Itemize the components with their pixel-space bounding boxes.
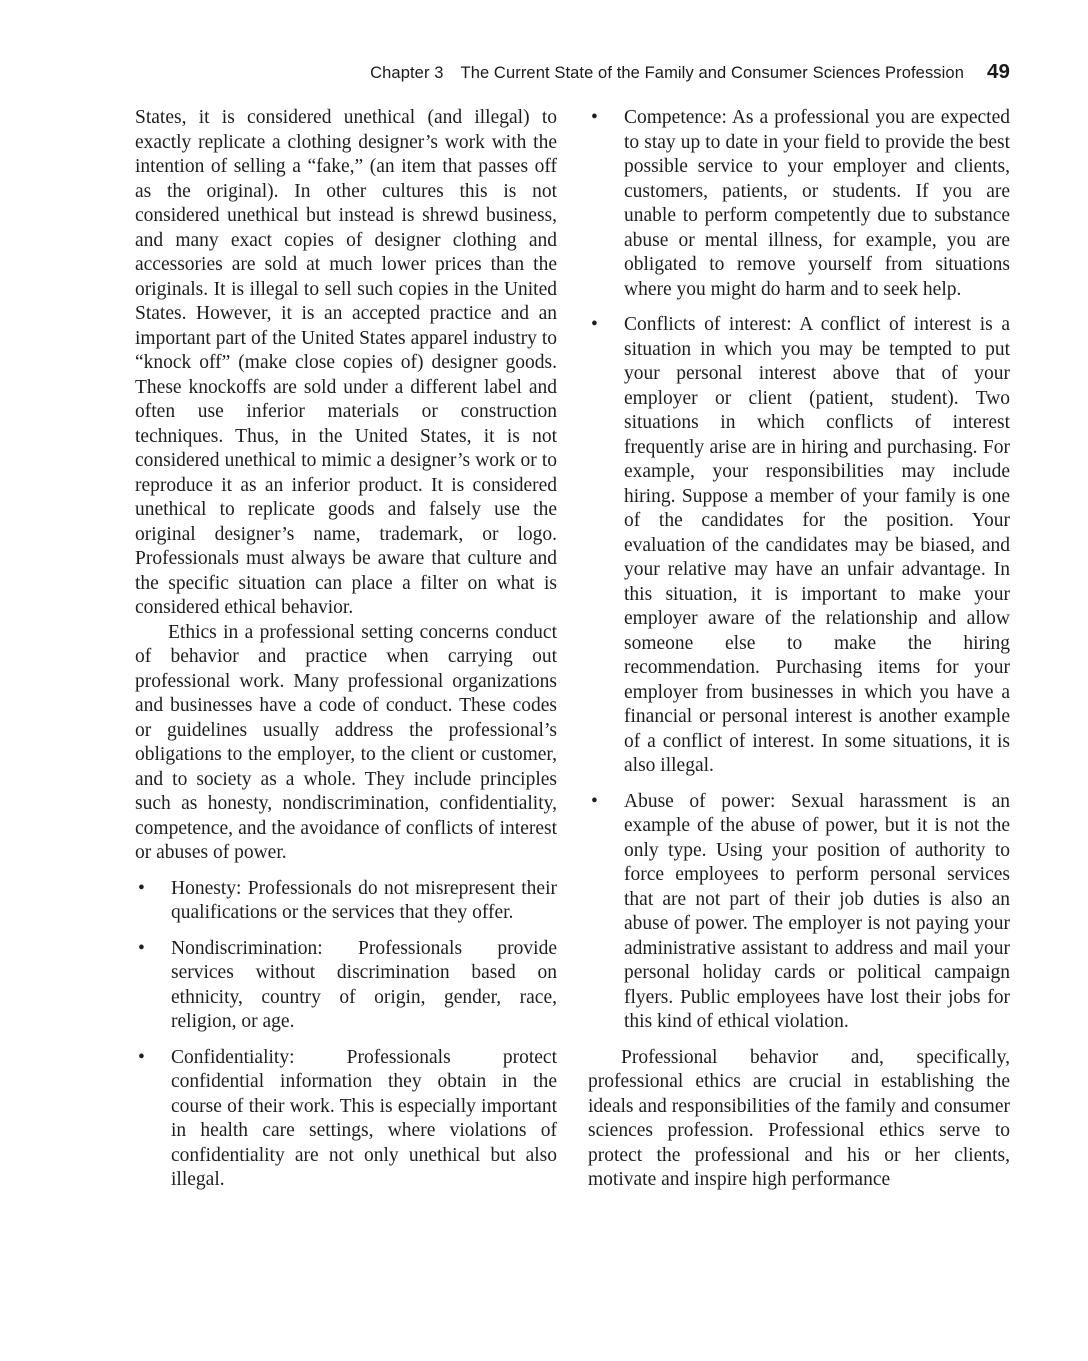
bullet-text: Competence: As a professional you are expected to stay up to date in your field to provide the best possible service to your employer and clients, customers, patients, or students. If you are unable to perform competently due to substance abuse or mental illness, for example, you are obligated to remove yourself from situations where you might do harm and to seek help. xyxy=(624,107,1010,300)
chapter-label: Chapter 3 xyxy=(370,64,444,82)
bullet-icon: • xyxy=(138,877,145,899)
bullet-item-confidentiality xyxy=(135,1046,557,1193)
bullet-text: Nondiscrimination: Professionals provide services without discrimination based on ethnicity, country of origin, gender, race, religion, or age. xyxy=(171,937,557,1032)
bullet-item-competence xyxy=(588,106,1010,302)
paragraph-professional-behavior: Professional behavior and, specifically, professional ethics are crucial in establishing the ideals and responsibilities of the family and consumer sciences profession. Professional ethics serve to protect the professional and his or her clients, motivate and inspire high performance xyxy=(588,1046,1010,1190)
bullet-icon: • xyxy=(591,107,598,128)
bullet-item-honesty xyxy=(135,877,557,926)
bullet-text: Abuse of power: Sexual harassment is an example of the abuse of power, but it is not the only type. Using your position of authority to force employees to perform personal services that are not part of their job duties is also an abuse of power. The employer is not paying your administrative assistant to address and mail your personal holiday cards or political campaign flyers. Public employees have lost their jobs for this kind of ethical violation. xyxy=(624,790,1010,1032)
two-column-body xyxy=(135,106,1010,1193)
bullet-text: Confidentiality: Professionals protect confidential information they obtain in the course of their work. This is especially important in health care settings, where violations of confidentiality are not only unethical but also illegal. xyxy=(171,1046,557,1190)
left-column xyxy=(135,106,557,1193)
bullet-icon: • xyxy=(138,1046,145,1068)
bullet-icon: • xyxy=(138,937,145,959)
paragraph-counterfeit-culture: States, it is considered unethical (and illegal) to exactly replicate a clothing designer’s work with the intention of selling a “fake,” (an item that passes off as the original). In other cultures this is not considered unethical but instead is shrewd business, and many exact copies of designer clothing and accessories are sold at much lower prices than the originals. It is illegal to sell such copies in the United States. However, it is an accepted practice and an important part of the United States apparel industry to “knock off” (make close copies of) designer goods. These knockoffs are sold under a different label and often use inferior materials or construction techniques. Thus, in the United States, it is not considered unethical to mimic a designer’s work or to reproduce it as an inferior product. It is considered unethical to replicate goods and falsely use the original designer’s name, trademark, or logo. Professionals must always be aware that culture and the specific situation can place a filter on what is considered ethical behavior. xyxy=(135,107,557,618)
right-column xyxy=(588,106,1010,1193)
page-header xyxy=(135,60,1010,84)
bullet-text: Honesty: Professionals do not misrepresent their qualifications or the services that they offer. xyxy=(171,877,557,923)
bullet-icon: • xyxy=(591,790,598,812)
bullet-text: Conflicts of interest: A conflict of interest is a situation in which you may be tempted to put your personal interest above that of your employer or client (patient, student). Two situations in which conflicts of interest frequently arise are in hiring and purchasing. For example, your responsibilities may include hiring. Suppose a member of your family is one of the candidates for the position. Your evaluation of the candidates may be biased, and your relative may have an unfair advantage. In this situation, it is important to make your employer aware of the relationship and allow someone else to make the hiring recommendation. Purchasing items for your employer from businesses in which you have a financial or personal interest is another example of a conflict of interest. In some situations, it is also illegal. xyxy=(624,314,1010,776)
ethics-principles-list-continued xyxy=(588,106,1010,1035)
bullet-item-conflicts-of-interest xyxy=(588,313,1010,779)
page-number: 49 xyxy=(986,60,1010,83)
paragraph-codes-of-conduct: Ethics in a professional setting concerns conduct of behavior and practice when carrying out professional work. Many professional organizations and businesses have a code of conduct. These codes or guidelines usually address the professional’s obligations to the employer, to the client or customer, and to society as a whole. They include principles such as honesty, nondiscrimination, confidentiality, competence, and the avoidance of conflicts of interest or abuses of power. xyxy=(135,621,557,863)
bullet-item-nondiscrimination xyxy=(135,937,557,1035)
ethics-principles-list xyxy=(135,877,557,1193)
chapter-title: The Current State of the Family and Consumer Sciences Profession xyxy=(460,64,964,82)
bullet-icon: • xyxy=(591,314,598,335)
bullet-item-abuse-of-power xyxy=(588,790,1010,1035)
